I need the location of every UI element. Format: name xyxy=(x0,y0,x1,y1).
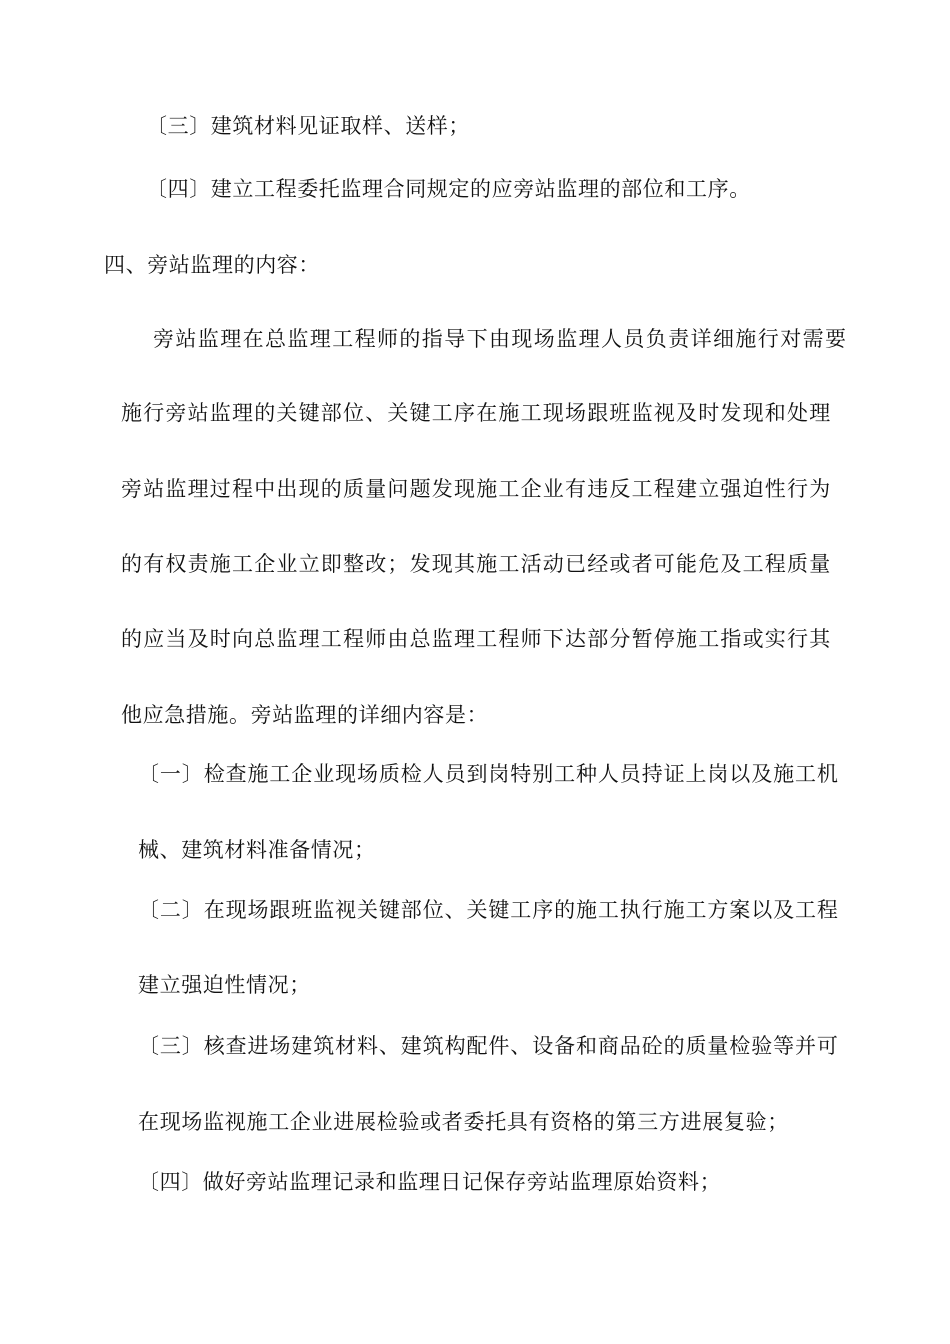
item-4-supervision-scope: 〔四〕建立工程委托监理合同规定的应旁站监理的部位和工序。 xyxy=(146,177,751,201)
content-item-4: 〔四〕做好旁站监理记录和监理日记保存旁站监理原始资料； xyxy=(138,1170,722,1194)
content-item-3-line-1: 〔三〕核查进场建筑材料、建筑构配件、设备和商品砼的质量检验等并可 xyxy=(138,1034,839,1058)
paragraph-line-3: 旁站监理过程中出现的质量问题发现施工企业有违反工程建立强迫性行为 xyxy=(121,477,832,501)
content-item-2-line-2: 建立强迫性情况； xyxy=(138,973,311,997)
paragraph-line-2: 施行旁站监理的关键部位、关键工序在施工现场跟班监视及时发现和处理 xyxy=(121,401,832,425)
item-3-sampling: 〔三〕建筑材料见证取样、送样； xyxy=(146,114,470,138)
paragraph-line-5: 的应当及时向总监理工程师由总监理工程师下达部分暂停施工指或实行其 xyxy=(121,627,832,651)
paragraph-line-1: 旁站监理在总监理工程师的指导下由现场监理人员负责详细施行对需要 xyxy=(153,327,848,351)
content-item-1-line-1: 〔一〕检查施工企业现场质检人员到岗特别工种人员持证上岗以及施工机 xyxy=(138,762,839,786)
paragraph-line-6: 他应急措施。旁站监理的详细内容是： xyxy=(121,703,489,727)
content-item-1-line-2: 械、建筑材料准备情况； xyxy=(138,838,376,862)
content-item-3-line-2: 在现场监视施工企业进展检验或者委托具有资格的第三方进展复验； xyxy=(138,1110,789,1134)
content-item-2-line-1: 〔二〕在现场跟班监视关键部位、关键工序的施工执行施工方案以及工程 xyxy=(138,898,839,922)
paragraph-line-4: 的有权责施工企业立即整改；发现其施工活动已经或者可能危及工程质量 xyxy=(121,552,832,576)
section-heading-4: 四、旁站监理的内容： xyxy=(104,253,320,277)
